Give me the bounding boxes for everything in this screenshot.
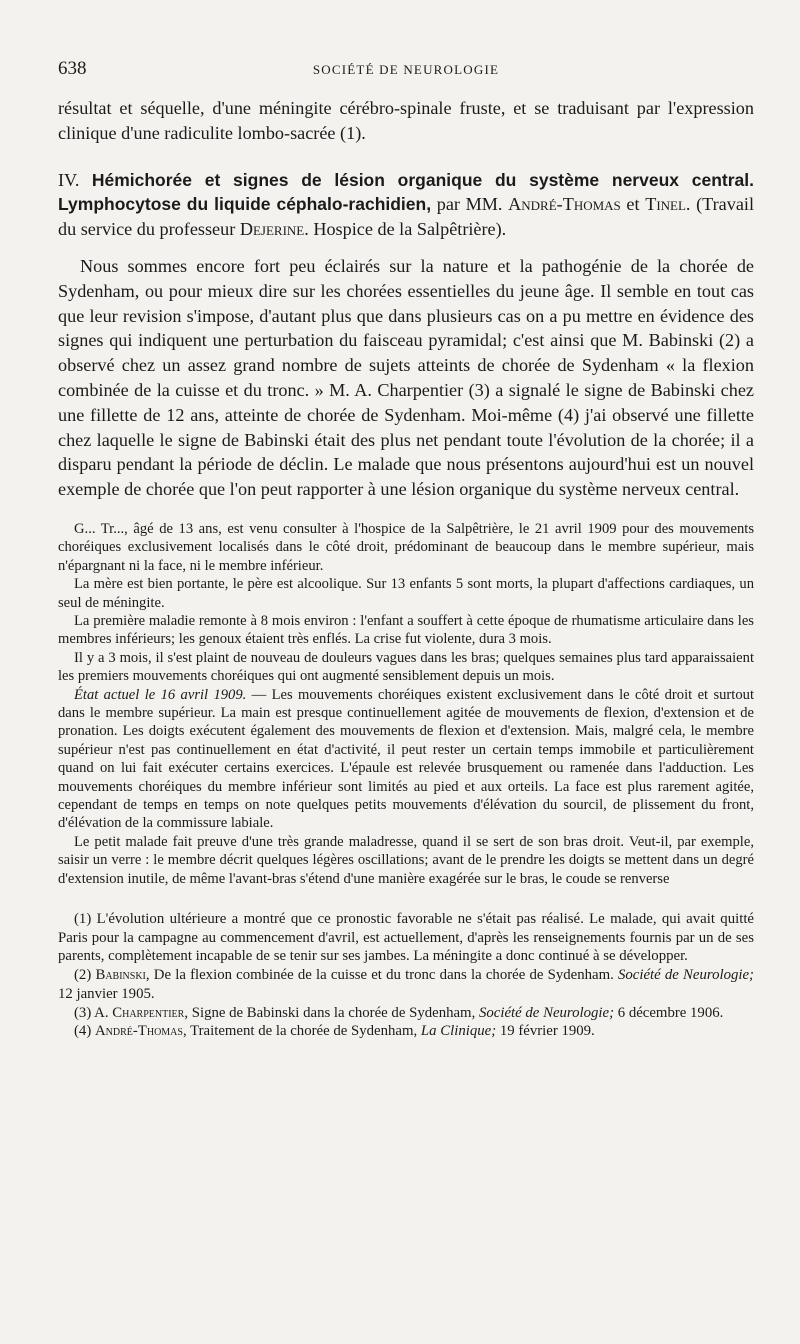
footnote-4-date: 19 février 1909.: [496, 1023, 595, 1040]
observation-block: [58, 520, 754, 888]
etat-actuel-heading: État actuel le 16 avril 1909.: [74, 686, 247, 703]
footnote-4-text: , Traitement de la chorée de Sydenham,: [182, 1023, 418, 1040]
section-travail: . (Travail du service du professeur: [58, 194, 755, 240]
footnote-3-number: (3) A.: [74, 1004, 109, 1021]
footnote-4: [58, 1022, 754, 1041]
section-heading: [58, 168, 754, 242]
section-hospice: . Hospice de la Salpêtrière).: [304, 219, 507, 240]
observation-paragraph-2: La mère est bien portante, le père est alcoolique. Sur 13 enfants 5 sont morts, la plupart d'affections cardiaques, un seul de méningite.: [58, 576, 754, 611]
section-par: par MM.: [436, 194, 503, 215]
footnote-2-author: Babinski: [95, 967, 146, 984]
observation-paragraph-3: La première maladie remonte à 8 mois environ : l'enfant a souffert à cette époque de rhumatisme articulaire dans les membres inférieurs; les genoux étaient très enflés. La crise fut violente, dura 3 mois.: [58, 612, 754, 648]
footnote-2: [58, 966, 754, 1003]
main-paragraph: Nous sommes encore fort peu éclairés sur la nature et la pathogénie de la chorée de Sydenham, ou pour mieux dire sur les chorées essentielles du jeune âge. Il semble en tout cas que leur revision s'impose, d'autant plus que dans plusieurs cas on a pu mettre en évidence des signes qui indiquent une perturbation du faisceau pyramidal; c'est ainsi que M. Babinski (2) a observé chez un assez grand nombre de sujets atteints de chorée de Sydenham « la flexion combinée de la cuisse et du tronc. » M. A. Charpentier (3) a signalé le signe de Babinski chez une fillette de 12 ans, atteinte de chorée de Sydenham. Moi-même (4) j'ai observé une fillette chez laquelle le signe de Babinski était des plus net pendant toute l'évolution de la chorée; il a disparu pendant la période de déclin. Le malade que nous présentons aujourd'hui est un nouvel exemple de chorée que l'on peut rapporter à une lésion organique du système nerveux central.: [58, 255, 754, 500]
observation-paragraph-5: [58, 686, 754, 833]
footnote-3-journal: Société de Neurologie;: [478, 1004, 615, 1021]
footnote-4-author: André-Thomas: [94, 1023, 183, 1040]
running-head: SOCIÉTÉ DE NEUROLOGIE: [312, 62, 500, 77]
page-number: 638: [58, 58, 87, 79]
page-header: [58, 58, 754, 82]
section-title: Hémichorée et signes de lésion organique du système nerveux central. Lymphocytose du liquide céphalo-rachidien,: [58, 169, 754, 215]
footnote-2-number: (2): [74, 967, 92, 984]
intro-paragraph: résultat et séquelle, d'une méningite cérébro-spinale fruste, et se traduisant par l'expression clinique d'une radiculite lombo-sacrée (1).: [58, 98, 754, 143]
footnotes: [58, 910, 754, 1041]
footnote-2-text: , De la flexion combinée de la cuisse et du tronc dans la chorée de Sydenham.: [145, 967, 614, 984]
section-numeral: IV.: [58, 169, 80, 190]
footnote-2-journal: Société de Neurologie;: [617, 967, 754, 984]
observation-paragraph-4: Il y a 3 mois, il s'est plaint de nouveau de douleurs vagues dans les bras; quelques semaines plus tard apparaissaient les premiers mouvements choréiques qui ont augmenté sensiblement depuis un mois.: [58, 649, 754, 685]
footnote-4-number: (4): [74, 1023, 92, 1040]
author-tinel: Tinel: [645, 194, 686, 215]
footnote-3-author: Charpentier: [112, 1004, 185, 1021]
page-body: [58, 96, 754, 1041]
footnote-1: (1) L'évolution ultérieure a montré que ce pronostic favorable ne s'était pas réalisé. Le malade, qui avait quitté Paris pour la campagne au commencement d'avril, est actuellement, d'après les renseignements fournis par un de ses parents, complètement incapable de se tenir sur ses jambes. La méningite a donc continué à se développer.: [58, 911, 754, 965]
footnote-3-text: , Signe de Babinski dans la chorée de Sydenham,: [184, 1004, 476, 1021]
observation-paragraph-1: G... Tr..., âgé de 13 ans, est venu consulter à l'hospice de la Salpêtrière, le 21 avril 1909 pour des mouvements choréiques exclusivement localisés dans le côté droit, prédominant de beaucoup dans le membre supérieur, mais n'épargnant ni la face, ni le membre inférieur.: [58, 520, 754, 574]
observation-paragraph-6: Le petit malade fait preuve d'une très grande maladresse, quand il se sert de son bras droit. Veut-il, par exemple, saisir un verre : le membre décrit quelques légères oscillations; avant de le prendre les doigts se mettent dans un degré d'extension inutile, de même l'avant-bras s'étend d'une manière exagérée sur le bras, le coude se renverse: [58, 833, 754, 887]
footnote-4-journal: La Clinique;: [420, 1023, 497, 1040]
observation-paragraph-5-text: — Les mouvements choréiques existent exclusivement dans le côté droit et surtout dans le membre supérieur. La main est presque continuellement agitée de mouvements de flexion, d'extension et de pronation. Les doigts exécutent également des mouvements de flexion et d'extension. Mais, malgré cela, le membre supérieur n'est pas continuellement en état d'activité, il peut rester un certain temps immobile et particulièrement quand on lui fait exécuter certains exercices. L'épaule est relevée brusquement ou ramenée dans l'adduction. Les mouvements choréiques du membre inférieur sont limités au pied et aux orteils. La face est plus rarement agitée, cependant de temps en temps on note quelques petits mouvements d'élévation du sourcil, de plissement du front, d'élévation de la commissure labiale.: [58, 686, 754, 832]
author-andre-thomas: André-Thomas: [508, 194, 621, 215]
professor-dejerine: Dejerine: [239, 219, 305, 240]
section-et: et: [626, 194, 640, 215]
footnote-2-date: 12 janvier 1905.: [58, 985, 155, 1002]
footnote-3: [58, 1004, 754, 1023]
footnote-3-date: 6 décembre 1906.: [614, 1004, 724, 1021]
